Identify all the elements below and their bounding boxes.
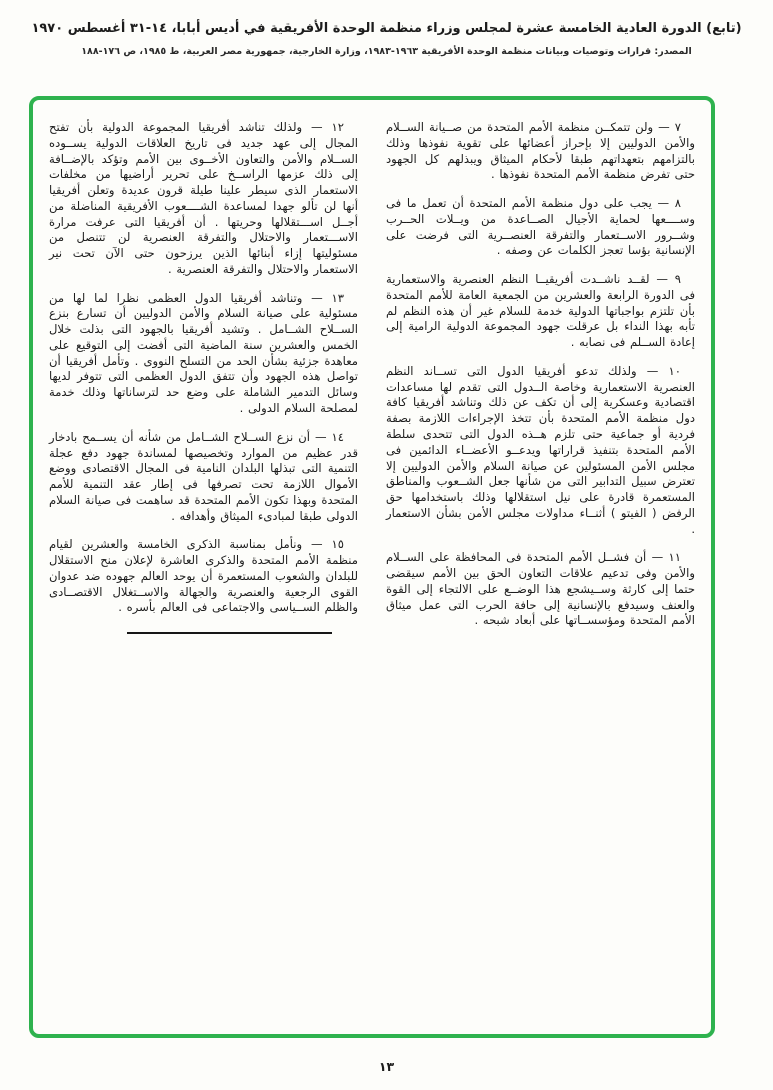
paragraph: ١٤ — أن نزع الســلاح الشــامل من شأنه أن يســمح بادخار قدر عظيم من الموارد وتخصيصها لمساندة جهود دفع عجلة التنمية التى تبذلها البلدان النامية فى المجال الاقتصادى ووضع الأموال اللازمة تحت تصرفها فى إطار عقد التنمية للأمم المتحدة وبهذا تكون الأمم المتحدة قد ساهمت فى صيانة السلام الدولى طبقا لمبادىء الميثاق وأهدافه .: [49, 429, 358, 523]
content-frame: [29, 96, 715, 1038]
left-column: [49, 120, 358, 1016]
paragraph: ٧ — ولن تتمكــن منظمة الأمم المتحدة من صــيانة الســلام والأمن الدوليين إلا بإحراز أعضائها على تقوية نفوذها وذلك بالتزامهم بتعهداتهم طبقا لأحكام الميثاق ويبذلهم كل الجهود حتى تفرض منظمة الأمم المتحدة نفوذها .: [386, 120, 695, 182]
source-line: المصدر: قرارات وتوصيات وبيانات منظمة الوحدة الأفريقية ١٩٦٣-١٩٨٣، وزارة الخارجية، جمهورية مصر العربية، ط ١٩٨٥، ص ١٧٦-١٨٨: [81, 46, 692, 58]
section-divider: [127, 632, 332, 634]
paragraph: ١١ — أن فشــل الأمم المتحدة فى المحافظة على الســلام والأمن وفى تدعيم علاقات التعاون الحق بين الأمم سيقضى حتما إلى كارثة وســيشجع هذا الوضــع على الالتجاء إلى القوة والعنف وسيدفع بالإنسانية إلى حافة الحرب التى عمل ميثاق الأمم المتحدة ومؤسســاتها على أبعاد شبحه .: [386, 550, 695, 628]
paragraph: ٨ — يجب على دول منظمة الأمم المتحدة أن تعمل ما فى وســــعها لحماية الأجيال الصــاعدة من ويــلات الحــرب وشــرور الاســتعمار والتفرقة العنصــرية التى فرضت على الإنسانية بؤسا تعجز الكلمات عن وصفه .: [386, 196, 695, 258]
paragraph: ٩ — لقــد ناشــدت أفريقيــا النظم العنصرية والاستعمارية فى الدورة الرابعة والعشرين من الجمعية العامة للأمم المتحدة بأن تلتزم بواجباتها الدولية خدمة للسلام غير أن هذه النظم لم تأبه بهذا النداء بل عرقلت جهود المجموعة الدولية الرامية إلى إعادة الســلم فى نصابه .: [386, 272, 695, 350]
paragraph: ١٢ — ولذلك تناشد أفريقيا المجموعة الدولية بأن تفتح المجال إلى عهد جديد فى تاريخ العلاقات الدولية يســوده الســلام والأمن والتعاون الأخــوى بين الأمم وتؤكد بالإضــافة إلى ذلك عزمها الراســخ على تحرير أراضيها من مخلفات الاستعمار الذى سيطر علينا طيلة قرون عديدة وتعلن أفريقيا أنها لن تألو جهدا لمساعدة الشــــعوب الأفريقية المناضلة من أجــل اســـتقلالها وحريتها . أن أفريقيا التى عرفت مرارة الاســـتعمار والاحتلال والتفرقة العنصرية لن تتنصل من مسئوليتها إزاء أبنائها الذين يرزحون حتى الآن تحت نير الاستعمار والاحتلال والتفرقة العنصرية .: [49, 120, 358, 276]
paragraph: ١٠ — ولذلك تدعو أفريقيا الدول التى تســاند النظم العنصرية الاستعمارية وخاصة الــدول التى تقدم لها مساعدات اقتصادية وعسكرية إلى أن تكف عن ذلك وتناشد أفريقيا كافة دول منظمة الأمم المتحدة بأن تتخذ الإجراءات اللازمة بصفة فردية أو جماعية حتى تلزم هــذه الدول التى تتحدى سلطة الأمم المتحدة بتنفيذ قراراتها ويدعــو الأعضــاء الدائمين فى مجلس الأمن المسئولين عن صيانة السلام والأمن الدوليين إلا تعترض سبيل التدابير التى من شأنها جعل الشــعوب والمناطق المستعمرة قادرة على نيل استقلالها وذلك باستخدامها حق الرفض ( الفيتو ) أثنــاء مداولات مجلس الأمن بشأن الاستعمار .: [386, 363, 695, 536]
right-column: [386, 120, 695, 1016]
page-header: [0, 0, 773, 58]
paragraph: ١٥ — ونأمل بمناسبة الذكرى الخامسة والعشرين لقيام منظمة الأمم المتحدة والذكرى العاشرة لإعلان منح الاستقلال للبلدان والشعوب المستعمرة أن يوحد العالم جهوده ضد عدوان القوى الرجعية والعنصرية والجهالة والاســتغلال الاقتصــادى والظلم الســياسى والاجتماعى فى العالم بأسره .: [49, 537, 358, 615]
columns: [49, 120, 695, 1016]
header-title: (تابع) الدورة العادية الخامسة عشرة لمجلس وزراء منظمة الوحدة الأفريقية في أديس أبابا، ١٤-٣١ أغسطس ١٩٧٠: [31, 21, 742, 36]
page-number: ١٣: [378, 1059, 395, 1074]
paragraph: ١٣ — وتناشد أفريقيا الدول العظمى نظرا لما لها من مسئولية على صيانة السلام والأمن الدوليين أن تسارع بنزع الســلاح الشــامل . وتشيد أفريقيا بالجهود التى بذلت خلال الخمس والعشرين سنة الماضية التى أفضت إلى التوقيع على معاهدة جزئية بشأن الحد من التسلح النووى . وتأمل أفريقيا أن تواصل هذه الجهود وأن تتفق الدول العظمى التى تتوفر لديها وسائل التدمير الشاملة على وضع حد لترساناتها وذلك خدمة لمصلحة السلام الدولى .: [49, 290, 358, 416]
